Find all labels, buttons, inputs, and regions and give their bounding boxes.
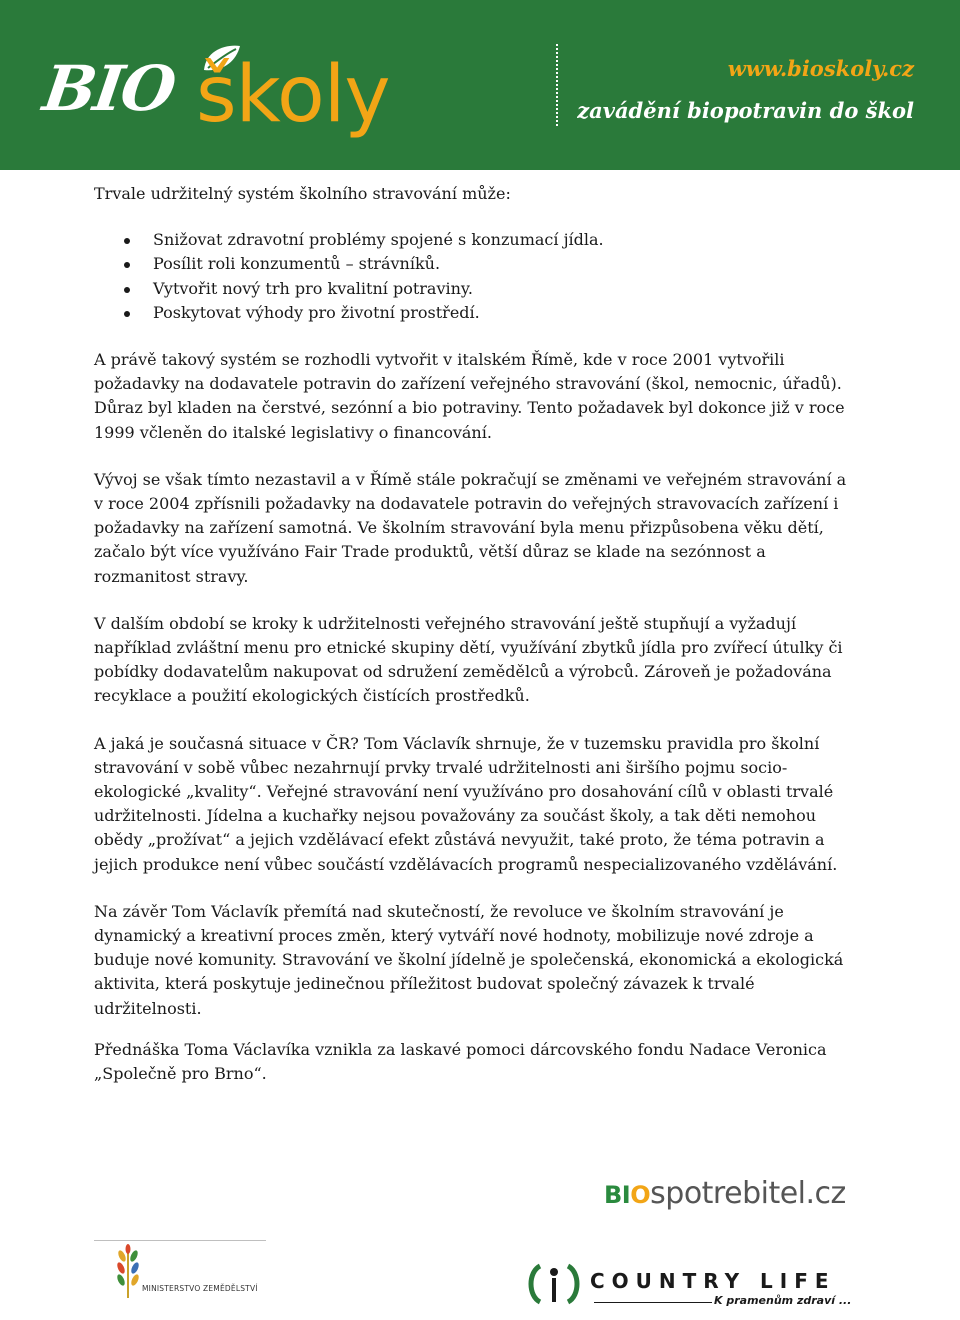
list-item-text: Snižovat zdravotní problémy spojené s konzumací jídla. [153, 230, 604, 250]
list-item [94, 228, 854, 252]
list-item-text: Vytvořit nový trh pro kvalitní potraviny. [153, 278, 473, 298]
bullet-icon [124, 287, 130, 293]
footer-divider [94, 1240, 266, 1241]
paragraph-rome: A právě takový systém se rozhodli vytvořit v italském Římě, kde v roce 2001 vytvořili požadavky na dodavatele potravin do zařízení veřejného stravování (škol, nemocnic, úřadů). Důraz byl kladen na čerstvé, sezónní a bio potraviny. Tento požadavek byl dokonce již v roce 1999 včleněn do italské legislativy o financování. [94, 350, 845, 442]
logo-bio-text: BIO [38, 52, 179, 125]
bullet-icon [124, 311, 130, 317]
country-life-underline [594, 1302, 712, 1303]
country-life-slogan: K pramenům zdraví ... [714, 1294, 852, 1307]
bullet-icon [124, 262, 130, 268]
paragraph-conclusion: Na závěr Tom Václavík přemítá nad skutečností, že revoluce ve školním stravování je dynamický a kreativní proces změn, který vytváří nové hodnoty, mobilizuje nové zdroje a buduje nové komunity. Stravování ve školní jídelně je společenská, ekonomická a ekologická aktivita, která poskytuje jedinečnou příležitost budovat společný závazek k trvalé udržitelnosti. [94, 901, 844, 1018]
benefits-list [94, 228, 854, 325]
intro-text: Trvale udržitelný systém školního stravování může: [94, 184, 511, 203]
country-life-emblem-icon [526, 1262, 582, 1306]
header-banner [0, 0, 960, 170]
biospot-o: O [630, 1181, 651, 1209]
acknowledgement: Přednáška Toma Václavíka vznikla za laskavé pomoci dárcovského fondu Nadace Veronica „Společně pro Brno“. [94, 1039, 827, 1084]
list-item-text: Poskytovat výhody pro životní prostředí. [153, 302, 480, 322]
biospotrebitel-logo [604, 1176, 846, 1211]
bullet-icon [124, 238, 130, 244]
list-item [94, 277, 854, 301]
logo-skoly-text: školy [196, 50, 390, 140]
country-life-logo-text: COUNTRY LIFE [590, 1269, 836, 1293]
list-item [94, 301, 854, 325]
wheat-icon [116, 1244, 141, 1298]
biospot-bi: BI [604, 1181, 631, 1209]
website-url[interactable]: www.bioskoly.cz [727, 56, 914, 81]
header-tagline: zavádění biopotravin do škol [577, 98, 914, 123]
ministry-name: MINISTERSTVO ZEMĚDĚLSTVÍ [142, 1284, 258, 1293]
list-item [94, 252, 854, 276]
paragraph-next-period: V dalším období se kroky k udržitelnosti veřejného stravování ještě stupňují a vyžadují například zvláštní menu pro etnické skupiny dětí, využívání zbytků jídla pro zvířecí útulky či pobídky dodavatelům nakupovat od sdružení zemědělců a výrobců. Zároveň je požadována recyklace a použití ekologických čistících prostředků. [94, 613, 843, 706]
biospot-domain: spotrebitel.cz [650, 1176, 846, 1211]
paragraph-czech-situation: A jaká je současná situace v ČR? Tom Václavík shrnuje, že v tuzemsku pravidla pro školní stravování v sobě vůbec nezahrnují prvky trvalé udržitelnosti ani širšího pojmu socio-ekologické „kvality“. Veřejné stravování není využíváno pro dosahování cílů v oblasti trvalé udržitelnosti. Jídelna a kuchařky nejsou považovány za součást školy, a tak děti nemohou obědy „prožívat“ a jejich vzdělávací efekt zůstává nevyužit, také proto, že téma potravin a jejich produkce není vůbec součástí vzdělávacích programů nespecializovaného vzdělávání. [94, 733, 838, 874]
paragraph-development: Vývoj se však tímto nezastavil a v Římě stále pokračují se změnami ve veřejném stravování a v roce 2004 zpřísnili požadavky na dodavatele potravin do veřejných stravovacích zařízení i požadavky na zařízení samotná. Ve školním stravování byla menu přizpůsobena věku dětí, začalo být více využíváno Fair Trade produktů, větší důraz se klade na sezónnost a rozmanitost stravy. [94, 469, 847, 586]
list-item-text: Posílit roli konzumentů – strávníků. [153, 254, 441, 274]
article-body [94, 182, 854, 1109]
header-divider [556, 44, 558, 126]
